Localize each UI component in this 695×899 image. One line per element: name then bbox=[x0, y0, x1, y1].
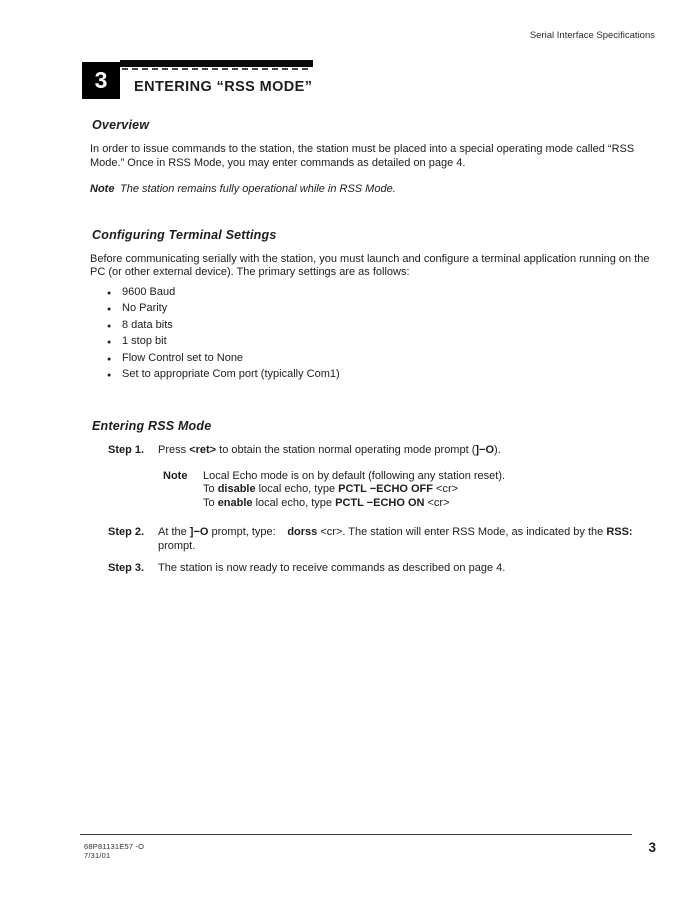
bullet-item: ● 1 stop bit bbox=[90, 336, 660, 347]
section-heading-terminal-settings: Configuring Terminal Settings bbox=[92, 227, 277, 242]
footer-date: 7/31/01 bbox=[84, 851, 111, 860]
bullet-item: ● Set to appropriate Com port (typically Com1) bbox=[90, 369, 660, 380]
note-line: To enable local echo, type PCTL −ECHO ON <cr> bbox=[203, 496, 450, 509]
step-label: Step 3. bbox=[108, 562, 145, 574]
section-heading-entering-rss: Entering RSS Mode bbox=[92, 419, 212, 433]
footer-doc-number: 68P81131E57 -O bbox=[84, 842, 145, 851]
page-content bbox=[90, 118, 660, 576]
terminal-settings-bullet-list bbox=[90, 287, 660, 381]
step-2 bbox=[108, 526, 660, 553]
note-line: Local Echo mode is on by default (following any station reset). bbox=[203, 469, 506, 482]
note-label: Note bbox=[90, 183, 115, 195]
bullet-item: ● No Parity bbox=[90, 303, 660, 314]
footer-rule bbox=[80, 834, 632, 835]
chapter-rule-bar bbox=[120, 60, 313, 67]
chapter-number: 3 bbox=[94, 67, 108, 93]
note-body bbox=[203, 470, 660, 511]
chapter-rule-artifact bbox=[122, 68, 308, 70]
bullet-item: ● 9600 Baud bbox=[90, 287, 660, 298]
bullet-item: ● 8 data bits bbox=[90, 320, 660, 331]
note-label: Note bbox=[163, 469, 188, 482]
note-text: The station remains fully operational while in RSS Mode. bbox=[120, 183, 396, 195]
chapter-title-block bbox=[120, 60, 313, 95]
note-line: To disable local echo, type PCTL −ECHO OFF <cr> bbox=[203, 483, 459, 495]
section-heading-overview: Overview bbox=[92, 118, 150, 132]
step-1-note bbox=[163, 470, 660, 511]
overview-paragraph: In order to issue commands to the station, the station must be placed into a special operating mode called “RSS Mode.” Once in RSS Mode, you may enter commands as detailed on page 4. bbox=[90, 143, 635, 169]
section-terminal-settings bbox=[90, 228, 660, 381]
page-number: 3 bbox=[648, 840, 656, 855]
section-entering-rss bbox=[90, 419, 660, 576]
step-label: Step 1. bbox=[108, 444, 145, 456]
step-1 bbox=[108, 444, 660, 458]
running-header: Serial Interface Specifications bbox=[529, 30, 655, 41]
step-text: Press <ret> to obtain the station normal operating mode prompt (]−O). bbox=[158, 444, 501, 456]
chapter-title: ENTERING “RSS MODE” bbox=[134, 79, 313, 95]
overview-note bbox=[90, 183, 660, 197]
step-text: At the ]−O prompt, type: dorss <cr>. The station will enter RSS Mode, as indicated by the RSS: prompt. bbox=[158, 526, 633, 552]
step-3 bbox=[108, 562, 660, 576]
step-label: Step 2. bbox=[108, 526, 145, 538]
step-text: The station is now ready to receive commands as described on page 4. bbox=[158, 562, 506, 574]
footer-doc-block bbox=[84, 842, 144, 860]
bullet-item: ● Flow Control set to None bbox=[90, 353, 660, 364]
chapter-number-box bbox=[82, 62, 120, 99]
terminal-settings-paragraph: Before communicating serially with the station, you must launch and configure a terminal application running on the PC (or other external device). The primary settings are as follows: bbox=[90, 252, 650, 278]
chapter-banner bbox=[82, 60, 313, 99]
